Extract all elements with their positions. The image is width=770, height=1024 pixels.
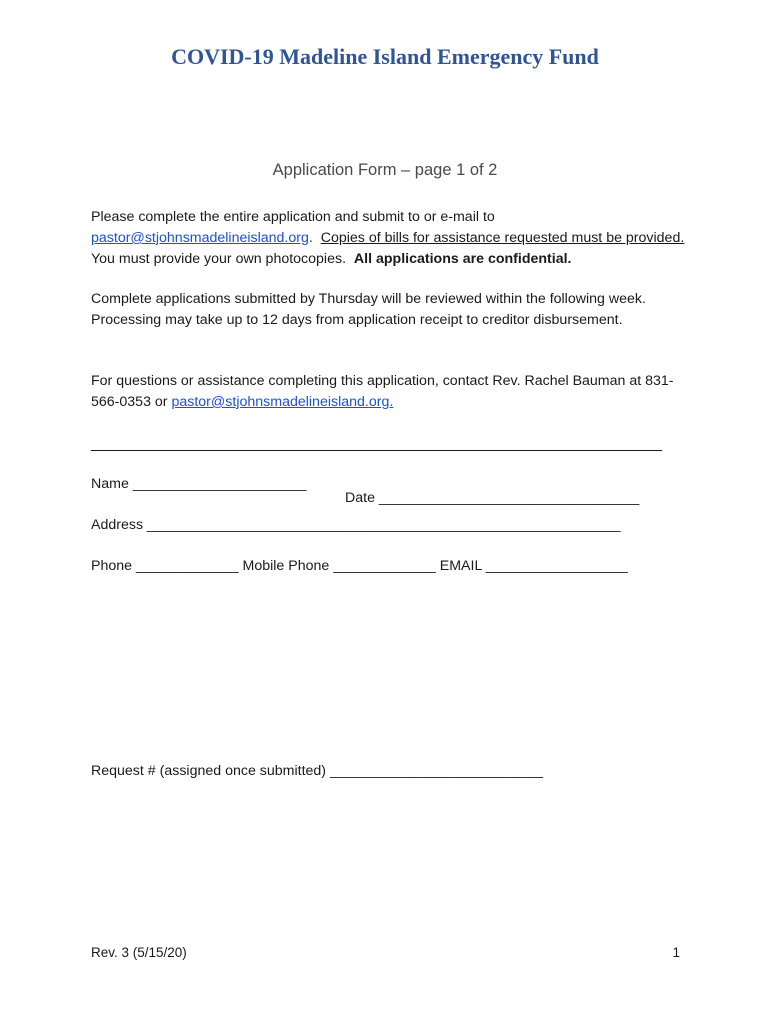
date-label: Date <box>345 490 375 507</box>
intro-paragraph-submission <box>91 207 691 270</box>
submission-instructions: Please complete the entire application and submit to or e-mail to <box>91 209 495 225</box>
section-divider <box>91 450 662 451</box>
mobile-phone-label: Mobile Phone <box>242 558 330 574</box>
email-label: EMAIL <box>439 558 482 574</box>
document-title: COVID-19 Madeline Island Emergency Fund <box>171 44 599 69</box>
intro-paragraph-contact <box>91 371 691 413</box>
intro-paragraph-processing: Complete applications submitted by Thursday will be reviewed within the following week. Processing may take up to 12 days from application receipt to creditor disbursement. <box>91 291 646 328</box>
phone-row <box>91 558 628 574</box>
address-field[interactable] <box>91 517 620 533</box>
photocopies-notice: You must provide your own photocopies. <box>91 251 347 267</box>
date-field[interactable] <box>345 490 639 506</box>
name-field[interactable] <box>91 476 306 492</box>
mobile-phone-blank[interactable]: _____________ <box>333 558 436 574</box>
date-blank[interactable]: _________________________________ <box>378 490 640 507</box>
bills-required-notice: Copies of bills for assistance requested must be provided. <box>320 230 685 246</box>
contact-text: For questions or assistance completing this application, contact Rev. Rachel Bauman at 831-566-0353 or <box>91 373 674 410</box>
form-subtitle: Application Form – page 1 of 2 <box>272 161 498 179</box>
address-label: Address <box>91 517 144 533</box>
request-number-label: Request # (assigned once submitted) <box>91 763 327 779</box>
email-blank[interactable]: __________________ <box>485 558 628 574</box>
phone-blank[interactable]: _____________ <box>135 558 239 574</box>
page-number: 1 <box>672 945 680 960</box>
revision-footer: Rev. 3 (5/15/20) <box>91 945 187 960</box>
pastor-email-link[interactable]: pastor@stjohnsmadelineisland.org <box>91 230 309 246</box>
request-number-field <box>91 763 543 779</box>
sentence-period: . <box>308 230 313 246</box>
name-label: Name <box>91 476 129 492</box>
address-blank[interactable]: ____________________________________________________________ <box>147 517 621 533</box>
phone-label: Phone <box>91 558 133 574</box>
confidential-notice: All applications are confidential. <box>353 251 572 267</box>
contact-email-link[interactable]: pastor@stjohnsmadelineisland.org. <box>171 394 394 410</box>
name-blank[interactable]: ______________________ <box>132 476 307 492</box>
request-number-blank: ___________________________ <box>329 763 544 779</box>
